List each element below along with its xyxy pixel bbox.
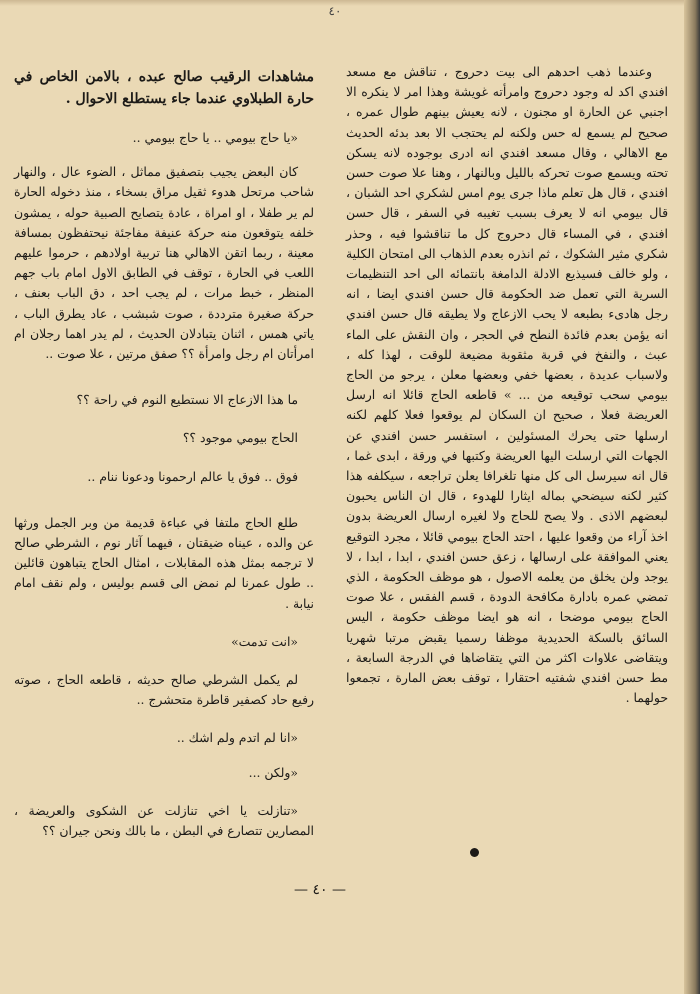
body-paragraph: كان البعض يجيب بتصفيق مماثل ، الضوء عال ، والنهار شاحب مرتحل هدوء ثقيل مراق بسخاء ، منذ دخوله الحارة لم ير طفلا ، او امراة ، عادة يتصايح الصبية حوله ، يمشون خلفه يتوقعون منه حركة عنيفة مفاجئة نيحتفظون بمسافة معينة ، ربما اتقن الاهالي هنا تربية اولادهم ، حرموا عليهم اللعب في الحارة ، توقف في الطابق الاول امام باب جهم المنظر ، خبط مرات ، لم يجب احد ، دق الباب بعنف ، حركة صغيرة مترددة ، صوت شبشب ، عاد يطرق الباب ، ياتي همس ، اثنان يتبادلان الحديث ، لم يدر اهما رجلان ام امرأتان ام رجل وامرأة ؟؟ صفق مرتين ، علا صوت .. bbox=[14, 164, 314, 362]
dialogue-line: «انا لم اتدم ولم اشك .. bbox=[176, 730, 298, 746]
body-paragraph: طلع الحاج ملتفا في عباءة قديمة من وبر الجمل ورثها عن والده ، عيناه ضيقتان ، فيهما آثار نوم ، الشرطي صالح لا ترجمه بمثل هذه المقابلات ، امثال الحاج يتباهون قائلين .. طول عمرنا لم نمض الى قسم بوليس ، ولم نقف امام نيابة . bbox=[14, 514, 314, 611]
right-column bbox=[346, 62, 668, 832]
dialogue-line: فوق .. فوق يا عالم ارحمونا ودعونا ننام .. bbox=[87, 468, 298, 484]
left-column bbox=[14, 66, 314, 896]
end-mark-dot bbox=[470, 848, 479, 857]
page-number: — ٤٠ — bbox=[294, 882, 346, 898]
page-header-mark: ٤٠ bbox=[328, 4, 342, 18]
section-heading: مشاهدات الرقيب صالح عبده ، بالامن الخاص في حارة الطبلاوي عندما جاء يستطلع الاحوال . bbox=[14, 69, 314, 107]
dialogue-line: «ولكن ... bbox=[248, 764, 298, 780]
book-spine-shadow bbox=[684, 0, 700, 994]
dialogue-line: ما هذا الازعاج الا نستطيع النوم في راحة ؟؟ bbox=[76, 392, 298, 408]
dialogue-line: «تنازلت يا اخي تنازلت عن الشكوى والعريضة ، المصارين تتصارع في البطن ، ما بالك ونحن جيران ؟؟ bbox=[14, 802, 314, 839]
dialogue-line: «يا حاج بيومي .. يا حاج بيومي .. bbox=[132, 130, 298, 145]
dialogue-line: الحاج بيومي موجود ؟؟ bbox=[182, 430, 298, 446]
right-paragraph: وعندما ذهب احدهم الى بيت دحروج ، تناقش مع مسعد افندي اكد له وجود دحروج وامرأته غويشة وهذا امر لا ينكره الا اجنبي عن الحارة او مجنون ، لانه يعيش بينهم طوال عمره ، صحيح لم يسمع له حس ولكنه لم يحتجب الا بعد بدئه الحديث مع الاهالي ، وقال مسعد افندي انه ادرى بوجوده لانه يسكن تحته ويسمع صوت تحركه بالليل وبالنهار ، وهنا علا صوت حسن افندي ، قال هل تعلم ماذا جرى يوم امس لشكري احد الشبان ، قال بيومي انه لا يعرف بسبب تغيبه في السفر ، قال حسن افندي ، في المساء قال دحروج كل ما تناقشوا فيه ، وحذر شكري مثير الشكوك ، ثم انذره بعدم الذهاب الى امتحان الكلية ، ولو خالف فسيذيع الادلة الدامغة بانتمائه الى احد التنظيمات السرية التي تعمل ضد الحكومة قال حسن افندي ايضا ، انه رجل هادىء بطبعه لا يحب الازعاج ولا يطيقه قال حسن افندي انه يؤمن بعدم فائدة النطح في الحجر ، وان النقش على الماء عبث ، والنفخ في قربة مثقوبة مضيعة للوقت ، لهذا كله ، ولاسباب عديدة ، بعضها خفي وبعضها معلن ، يرجو من الحاج بيومي سحب توقيعه من ... » قاطعه الحاج قائلا انه ارسل العريضة فعلا ، صحيح ان السكان لم يوقعوا فعلا كلهم لكنه ارسلها حتى يحرك المسئولين ، استفسر حسن افندي عن الجهات التي ارسلت اليها العريضة وكتبها في ورقة ، ابدى غما ، قال انه سيرسل الى كل منها تلغرافا يعلن تراجعه ، سيكلفه هذا كثير لكنه سيضحي بماله ايثارا للهدوء ، قال ان الناس يحبون لبعضهم الاذى . ولا يصح للحاج ولا لغيره ارسال العريضة بدون اخذ آراء من وقعوا عليها ، احتد الحاج بيومي قائلا ، مجرد التوقيع يعني الموافقة على ارسالها ، زعق حسن افندي ، ابدا ، ابدا ، لا يوجد ولن يخلق من يعلمه الاصول ، هو موظف الحكومة ، الذي تمضي عمره بادارة مكافحة الدودة ، قسم الفقس ، علا صوت الحاج بيومي موضحا ، انه هو ايضا موظف حكومة ، اليس السائق بالسكة الحديدية موظفا رسميا يقبض مرتبا شهريا ويتقاضى علاوات اكثر من التي يتقاضاها في الدرجة السابعة ، مط حسن افندي شفتيه احتقارا ، توقف بعض المارة ، تجمعوا حولهما . bbox=[346, 64, 668, 706]
dialogue-line: «انت تدمت» bbox=[231, 633, 298, 649]
body-paragraph: لم يكمل الشرطي صالح حديثه ، قاطعه الحاج ، صوته رفيع حاد كصفير قاطرة متحشرج .. bbox=[14, 672, 314, 708]
